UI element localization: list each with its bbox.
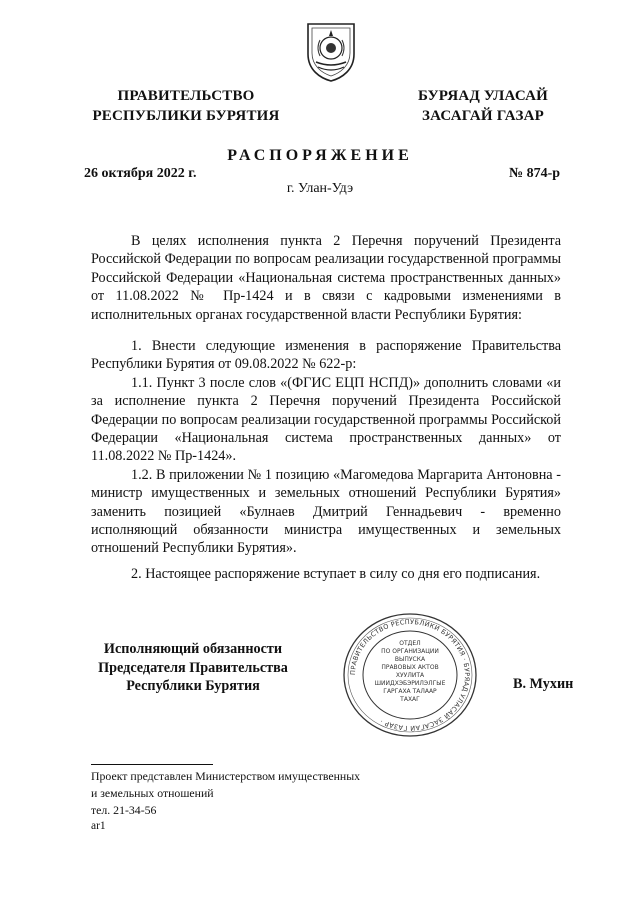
stamp-ring-text: ПРАВИТЕЛЬСТВО РЕСПУБЛИКИ БУРЯТИЯ · БУРЯАД УЛАСАЙ ЗАСАГАЙ ГАЗАР · — [348, 617, 472, 733]
stamp-line-8: ТАХАГ — [400, 696, 420, 703]
stamp-line-6: ШИИДХЭБЭРИЛЭЛГЫЕ — [374, 680, 446, 687]
footer-line-2: и земельных отношений — [91, 786, 214, 800]
document-code: ar1 — [91, 820, 106, 832]
document-date: 26 октября 2022 г. — [84, 166, 197, 181]
document-city: г. Улан-Удэ — [286, 181, 354, 196]
footer-divider — [91, 764, 213, 765]
footer-note — [91, 768, 360, 819]
document-number: № 874-р — [509, 166, 561, 181]
item-1: 1. Внести следующие изменения в распоряжение Правительства Республики Бурятия от 09.08.2022 № 622-р: — [91, 338, 561, 373]
document-type-title: РАСПОРЯЖЕНИЕ — [227, 147, 413, 164]
stamp-line-2: ПО ОРГАНИЗАЦИИ — [381, 648, 439, 655]
org-name-bur — [404, 86, 562, 126]
item-1-2: 1.2. В приложении № 1 позицию «Магомедова Маргарита Антоновна - министр имущественных и земельных отношений Республики Бурятия» заменить позицией «Булнаев Дмитрий Геннадьевич - временно исполняющий обязанности министра имущественных и земельных отношений Республики Бурятия». — [91, 466, 561, 557]
main-items — [91, 337, 561, 558]
org-name-bur-line-2: ЗАСАГАЙ ГАЗАР — [422, 108, 544, 124]
stamp-line-4: ПРАВОВЫХ АКТОВ — [381, 664, 439, 671]
final-paragraph — [91, 565, 561, 583]
stamp-line-7: ГАРГАХА ТАЛААР — [383, 688, 437, 695]
coat-of-arms-icon — [302, 20, 360, 82]
stamp-line-3: ВЫПУСКА — [394, 656, 426, 663]
org-name-ru — [86, 86, 286, 126]
signatory-position-line-1: Исполняющий обязанности — [103, 641, 283, 657]
org-name-ru-line-2: РЕСПУБЛИКИ БУРЯТИЯ — [92, 108, 280, 124]
intro-paragraph — [91, 232, 561, 324]
stamp-line-1: ОТДЕЛ — [399, 640, 421, 647]
signatory-position — [84, 640, 302, 696]
org-name-ru-line-1: ПРАВИТЕЛЬСТВО — [117, 88, 255, 104]
footer-line-1: Проект представлен Министерством имущественных — [91, 769, 361, 783]
item-1-1: 1.1. Пункт 3 после слов «(ФГИС ЕЦП НСПД)» дополнить словами «и за исполнение пункта 2 Перечня поручений Президента Российской Федерации по вопросам реализации государственной программы Российской Федерации «Национальная система пространственных данных» от 11.08.2022 № Пр-1424». — [91, 374, 561, 465]
item-2: 2. Настоящее распоряжение вступает в силу со дня его подписания. — [131, 566, 541, 582]
signatory-position-line-3: Республики Бурятия — [126, 678, 260, 694]
official-stamp — [342, 612, 478, 738]
signatory-name: В. Мухин — [513, 676, 574, 692]
org-name-bur-line-1: БУРЯАД УЛАСАЙ — [417, 88, 549, 104]
intro-text: В целях исполнения пункта 2 Перечня поручений Президента Российской Федерации по вопросам реализации государственной программы Российской Федерации «Национальная система пространственных данных» от 11.08.2022 № Пр-1424 и в связи с кадровыми изменениями в исполнительных органах государственной власти Республики Бурятия: — [91, 233, 561, 323]
stamp-line-5: ХУУЛИТА — [395, 672, 425, 679]
signatory-position-line-2: Председателя Правительства — [98, 659, 288, 676]
footer-line-3: тел. 21-34-56 — [91, 803, 157, 817]
